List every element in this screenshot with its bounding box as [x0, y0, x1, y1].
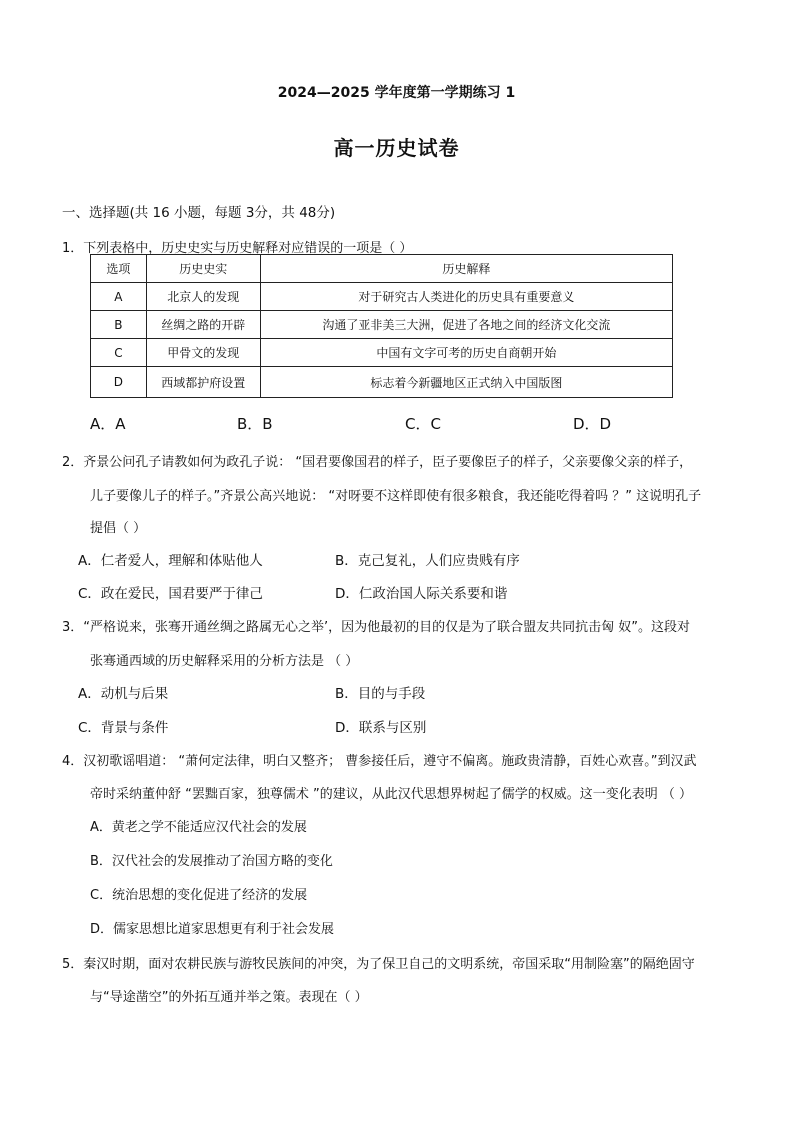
table-cell: 标志着今新疆地区正式纳入中国版图: [260, 367, 672, 398]
q4-option-a: A．黄老之学不能适应汉代社会的发展: [90, 820, 307, 835]
q5-line: 与“导途凿空”的外拓互通并举之策。表现在（ ）: [90, 990, 368, 1005]
q2-option-b: B．克己复礼，人们应贵贱有序: [335, 553, 520, 569]
q1-table: [90, 254, 673, 398]
table-cell: 中国有文字可考的历史自商朝开始: [260, 339, 672, 367]
q4-option-d: D．儒家思想比道家思想更有利于社会发展: [90, 922, 335, 937]
q5-line: 5．秦汉时期，面对农耕民族与游牧民族间的冲突，为了保卫自己的文明系统，帝国采取“用制险塞”的隔绝固守: [62, 957, 695, 972]
q1-option-d: D．D: [573, 415, 612, 433]
table-header-row: [91, 255, 673, 283]
q2-option-a: A．仁者爱人，理解和体贴他人: [78, 553, 263, 569]
table-cell: 甲骨文的发现: [146, 339, 260, 367]
q1-stem: 1．下列表格中，历史史实与历史解释对应错误的一项是（ ）: [62, 241, 413, 256]
q4-option-c: C．统治思想的变化促进了经济的发展: [90, 888, 308, 903]
table-header-cell: 历史史实: [146, 255, 260, 283]
q4-option-b: B．汉代社会的发展推动了治国方略的变化: [90, 854, 333, 869]
section-title: 一、选择题(共 16 小题，每题 3分，共 48分): [62, 205, 336, 221]
q1-option-c: C．C: [405, 415, 441, 433]
q1-option-b: B．B: [237, 415, 273, 433]
q2-option-c: C．政在爱民，国君要严于律己: [78, 586, 263, 602]
table-cell: 丝绸之路的开辟: [146, 311, 260, 339]
q2-line: 2．齐景公问孔子请教如何为政孔子说： “国君要像国君的样子，臣子要像臣子的样子，父亲要像父亲的样子，: [62, 455, 693, 470]
q4-line: 帝时采纳董仲舒 “罢黜百家，独尊儒术 ”的建议，从此汉代思想界树起了儒学的权威。这一变化表明 （ ）: [90, 787, 692, 802]
table-cell: 对于研究古人类进化的历史具有重要意义: [260, 283, 672, 311]
q3-option-a: A．动机与后果: [78, 686, 169, 702]
exam-title: 高一历史试卷: [333, 136, 460, 160]
table-row: [91, 339, 673, 367]
q3-option-d: D．联系与区别: [335, 720, 427, 736]
table-cell: B: [91, 311, 147, 339]
table-cell: 沟通了亚非美三大洲，促进了各地之间的经济文化交流: [260, 311, 672, 339]
q2-option-d: D．仁政治国人际关系要和谐: [335, 586, 508, 602]
table-cell: D: [91, 367, 147, 398]
table-cell: 北京人的发现: [146, 283, 260, 311]
table-row: [91, 367, 673, 398]
q3-line: 3．“严格说来，张骞开通丝绸之路属无心之举’，因为他最初的目的仅是为了联合盟友共同抗击匈 奴”。这段对: [62, 620, 691, 635]
table-cell: A: [91, 283, 147, 311]
q4-line: 4．汉初歌谣唱道： “萧何定法律，明白又整齐； 曹参接任后，遵守不偏离。施政贵清静，百姓心欢喜。”到汉武: [62, 754, 697, 769]
q2-line: 儿子要像儿子的样子。”齐景公高兴地说： “对呀要不这样即使有很多粮食，我还能吃得着吗 ？” 这说明孔子: [90, 489, 702, 504]
q1-option-a: A．A: [90, 415, 126, 433]
table-cell: C: [91, 339, 147, 367]
q3-option-c: C．背景与条件: [78, 720, 169, 736]
table-header-cell: 历史解释: [260, 255, 672, 283]
table-cell: 西域都护府设置: [146, 367, 260, 398]
exam-subtitle: 2024—2025 学年度第一学期练习 1: [277, 85, 516, 101]
q2-line: 提倡（ ）: [90, 521, 147, 536]
q3-option-b: B．目的与手段: [335, 686, 426, 702]
q3-line: 张骞通西域的历史解释采用的分析方法是 （ ）: [90, 654, 359, 669]
table-header-cell: 选项: [91, 255, 147, 283]
table-row: [91, 311, 673, 339]
table-row: [91, 283, 673, 311]
